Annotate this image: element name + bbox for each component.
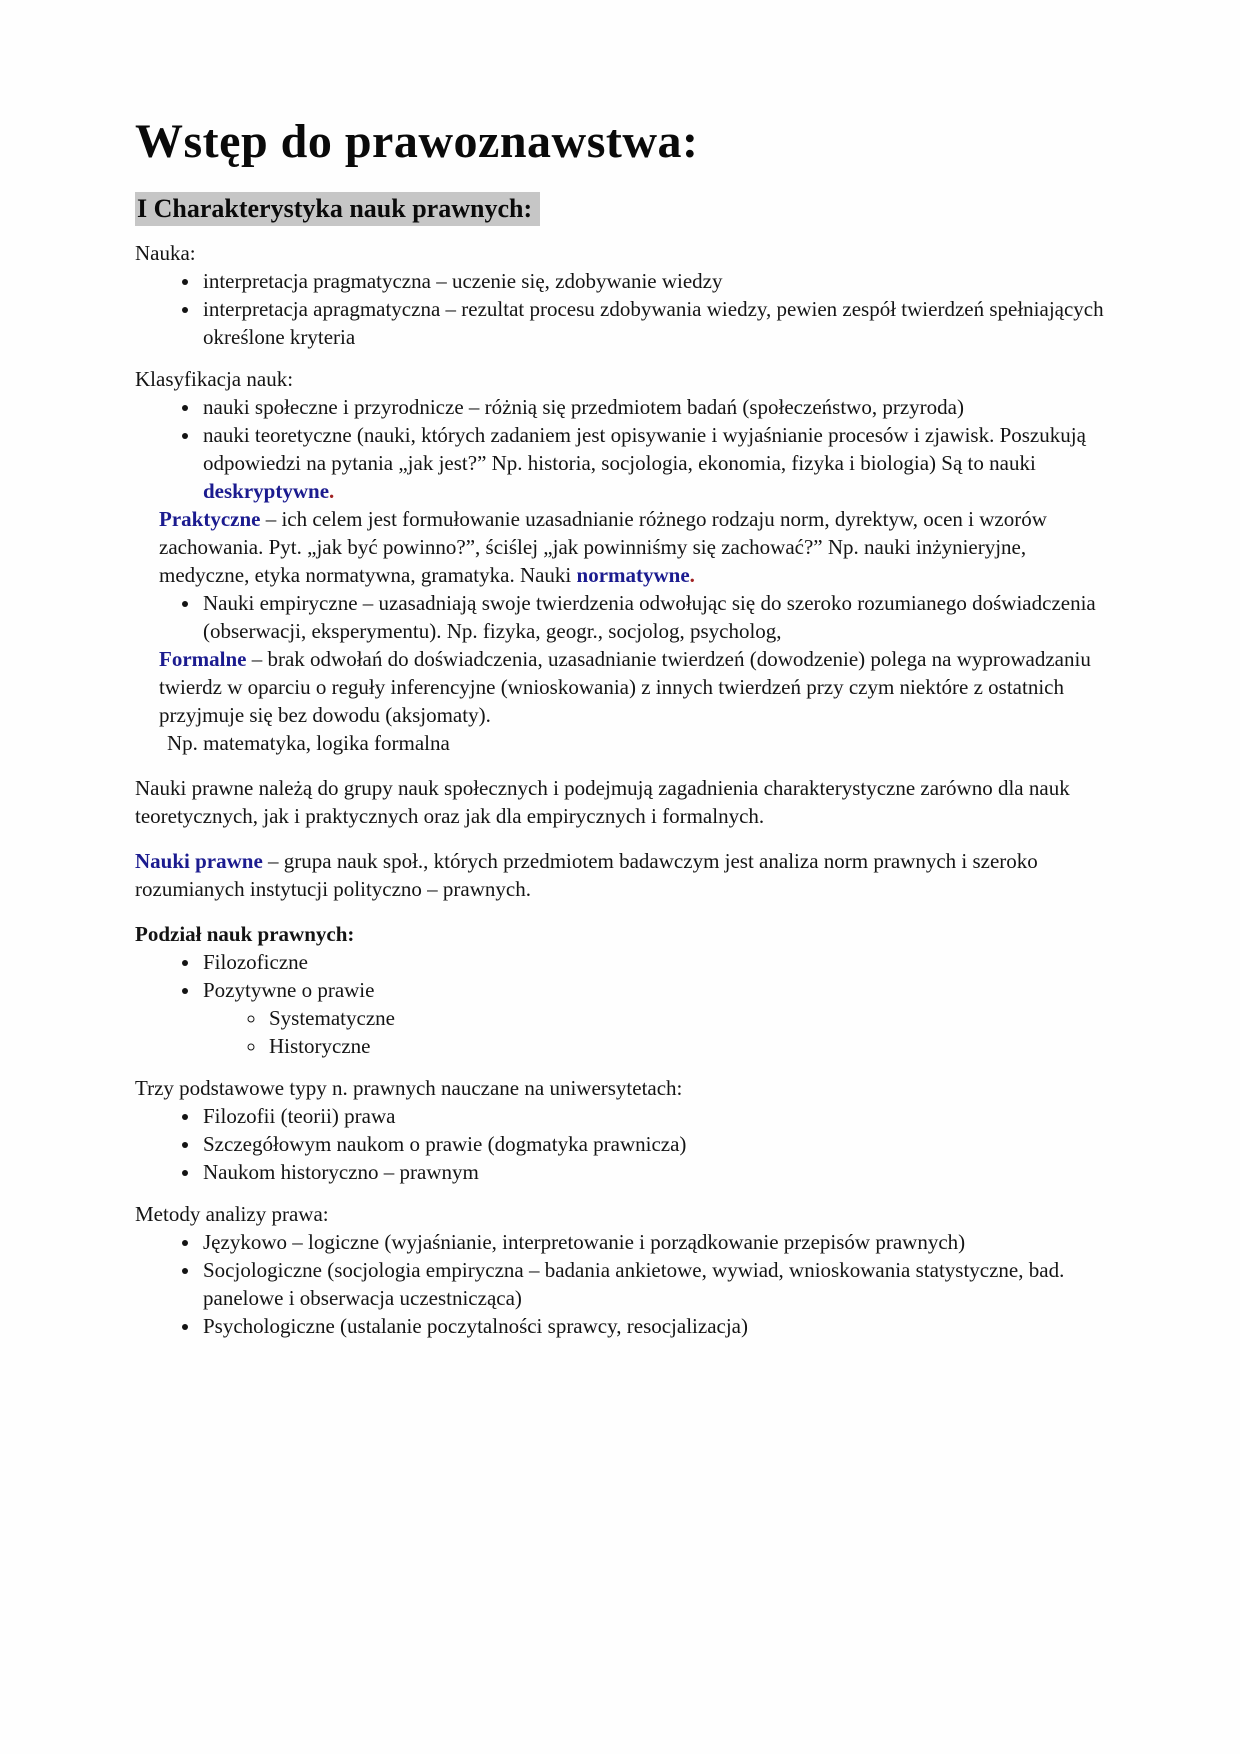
- list-item: • Naukom historyczno – prawnym: [201, 1158, 1105, 1186]
- term-period: .: [689, 563, 695, 588]
- list-item-text: Pozytywne o prawie: [203, 978, 375, 1003]
- list-item: • nauki społeczne i przyrodnicze – różnią się przedmiotem badań (społeczeństwo, przyroda): [201, 393, 1105, 421]
- list-item: [201, 976, 1105, 1060]
- praktyczne-paragraph: [159, 505, 1105, 589]
- list-subitem: ◦ Historyczne: [267, 1032, 1105, 1060]
- nauka-label: Nauka:: [135, 241, 196, 266]
- paragraph-text: – brak odwołań do doświadczenia, uzasadnianie twierdzeń (dowodzenie) polega na wyprowadzaniu twierdz w oparciu o reguły inferencyjne (wnioskowania) z innych twierdzeń przy czym niektóre z ostatnich przyjmuje się bez dowodu (aksjomaty).: [159, 647, 1091, 728]
- typy-list: [135, 1102, 1105, 1186]
- list-item: • Filozoficzne: [201, 948, 1105, 976]
- podzial-list: [135, 948, 1105, 1060]
- page-title: Wstęp do prawoznawstwa:: [135, 115, 699, 168]
- klasyfikacja-list: [135, 393, 1105, 505]
- empiryczne-list: [135, 589, 1105, 645]
- list-item: [201, 421, 1105, 505]
- nauka-list: [135, 267, 1105, 351]
- klasyfikacja-label: Klasyfikacja nauk:: [135, 367, 294, 392]
- typy-label: Trzy podstawowe typy n. prawnych nauczane na uniwersytetach:: [135, 1076, 683, 1101]
- section-heading-highlight: I Charakterystyka nauk prawnych:: [135, 192, 540, 226]
- list-item: • interpretacja apragmatyczna – rezultat procesu zdobywania wiedzy, pewien zespół twierdzeń spełniających określone kryteria: [201, 295, 1105, 351]
- paragraph-text: – ich celem jest formułowanie uzasadnianie różnego rodzaju norm, dyrektyw, ocen i wzorów zachowania. Pyt. „jak być powinno?”, ściślej „jak powinniśmy się zachować?” Np. nauki inżynieryjne, medyczne, etyka normatywna, gramatyka. Nauki: [159, 507, 1047, 588]
- nauki-prawne-summary: Nauki prawne należą do grupy nauk społecznych i podejmują zagadnienia charakterystyczne zarówno dla nauk teoretycznych, jak i praktycznych oraz jak dla empirycznych i formalnych.: [135, 776, 1070, 829]
- term-deskryptywne: deskryptywne: [203, 479, 330, 504]
- formalne-paragraph: [159, 645, 1105, 729]
- formalne-example: Np. matematyka, logika formalna: [167, 731, 450, 756]
- metody-label: Metody analizy prawa:: [135, 1202, 329, 1227]
- podzial-sublist: [203, 1004, 1105, 1060]
- term-formalne: Formalne: [159, 647, 247, 672]
- term-normatywne: normatywne: [576, 563, 690, 588]
- list-item: • Szczegółowym naukom o prawie (dogmatyka prawnicza): [201, 1130, 1105, 1158]
- nauki-prawne-definition: [135, 847, 1105, 903]
- list-item: • interpretacja pragmatyczna – uczenie się, zdobywanie wiedzy: [201, 267, 1105, 295]
- metody-list: [135, 1228, 1105, 1340]
- list-item-text: nauki teoretyczne (nauki, których zadaniem jest opisywanie i wyjaśnianie procesów i zjawisk. Poszukują odpowiedzi na pytania „jak jest?” Np. historia, socjologia, ekonomia, fizyka i biologia) Są to nauki: [203, 423, 1086, 476]
- list-item: • Socjologiczne (socjologia empiryczna – badania ankietowe, wywiad, wnioskowania statystyczne, bad. panelowe i obserwacja uczestnicząca): [201, 1256, 1105, 1312]
- term-praktyczne: Praktyczne: [159, 507, 261, 532]
- paragraph-text: – grupa nauk społ., których przedmiotem badawczym jest analiza norm prawnych i szeroko rozumianych instytucji polityczno – prawnych.: [135, 849, 1038, 902]
- section-heading: [135, 193, 1105, 226]
- list-item: • Nauki empiryczne – uzasadniają swoje twierdzenia odwołując się do szeroko rozumianego doświadczenia (obserwacji, eksperymentu). Np. fizyka, geogr., socjolog, psycholog,: [201, 589, 1105, 645]
- list-item: • Językowo – logiczne (wyjaśnianie, interpretowanie i porządkowanie przepisów prawnych): [201, 1228, 1105, 1256]
- podzial-label: Podział nauk prawnych:: [135, 922, 355, 947]
- term-period: .: [329, 479, 335, 504]
- term-nauki-prawne: Nauki prawne: [135, 849, 263, 874]
- list-subitem: ◦ Systematyczne: [267, 1004, 1105, 1032]
- list-item: • Psychologiczne (ustalanie poczytalności sprawcy, resocjalizacja): [201, 1312, 1105, 1340]
- list-item: • Filozofii (teorii) prawa: [201, 1102, 1105, 1130]
